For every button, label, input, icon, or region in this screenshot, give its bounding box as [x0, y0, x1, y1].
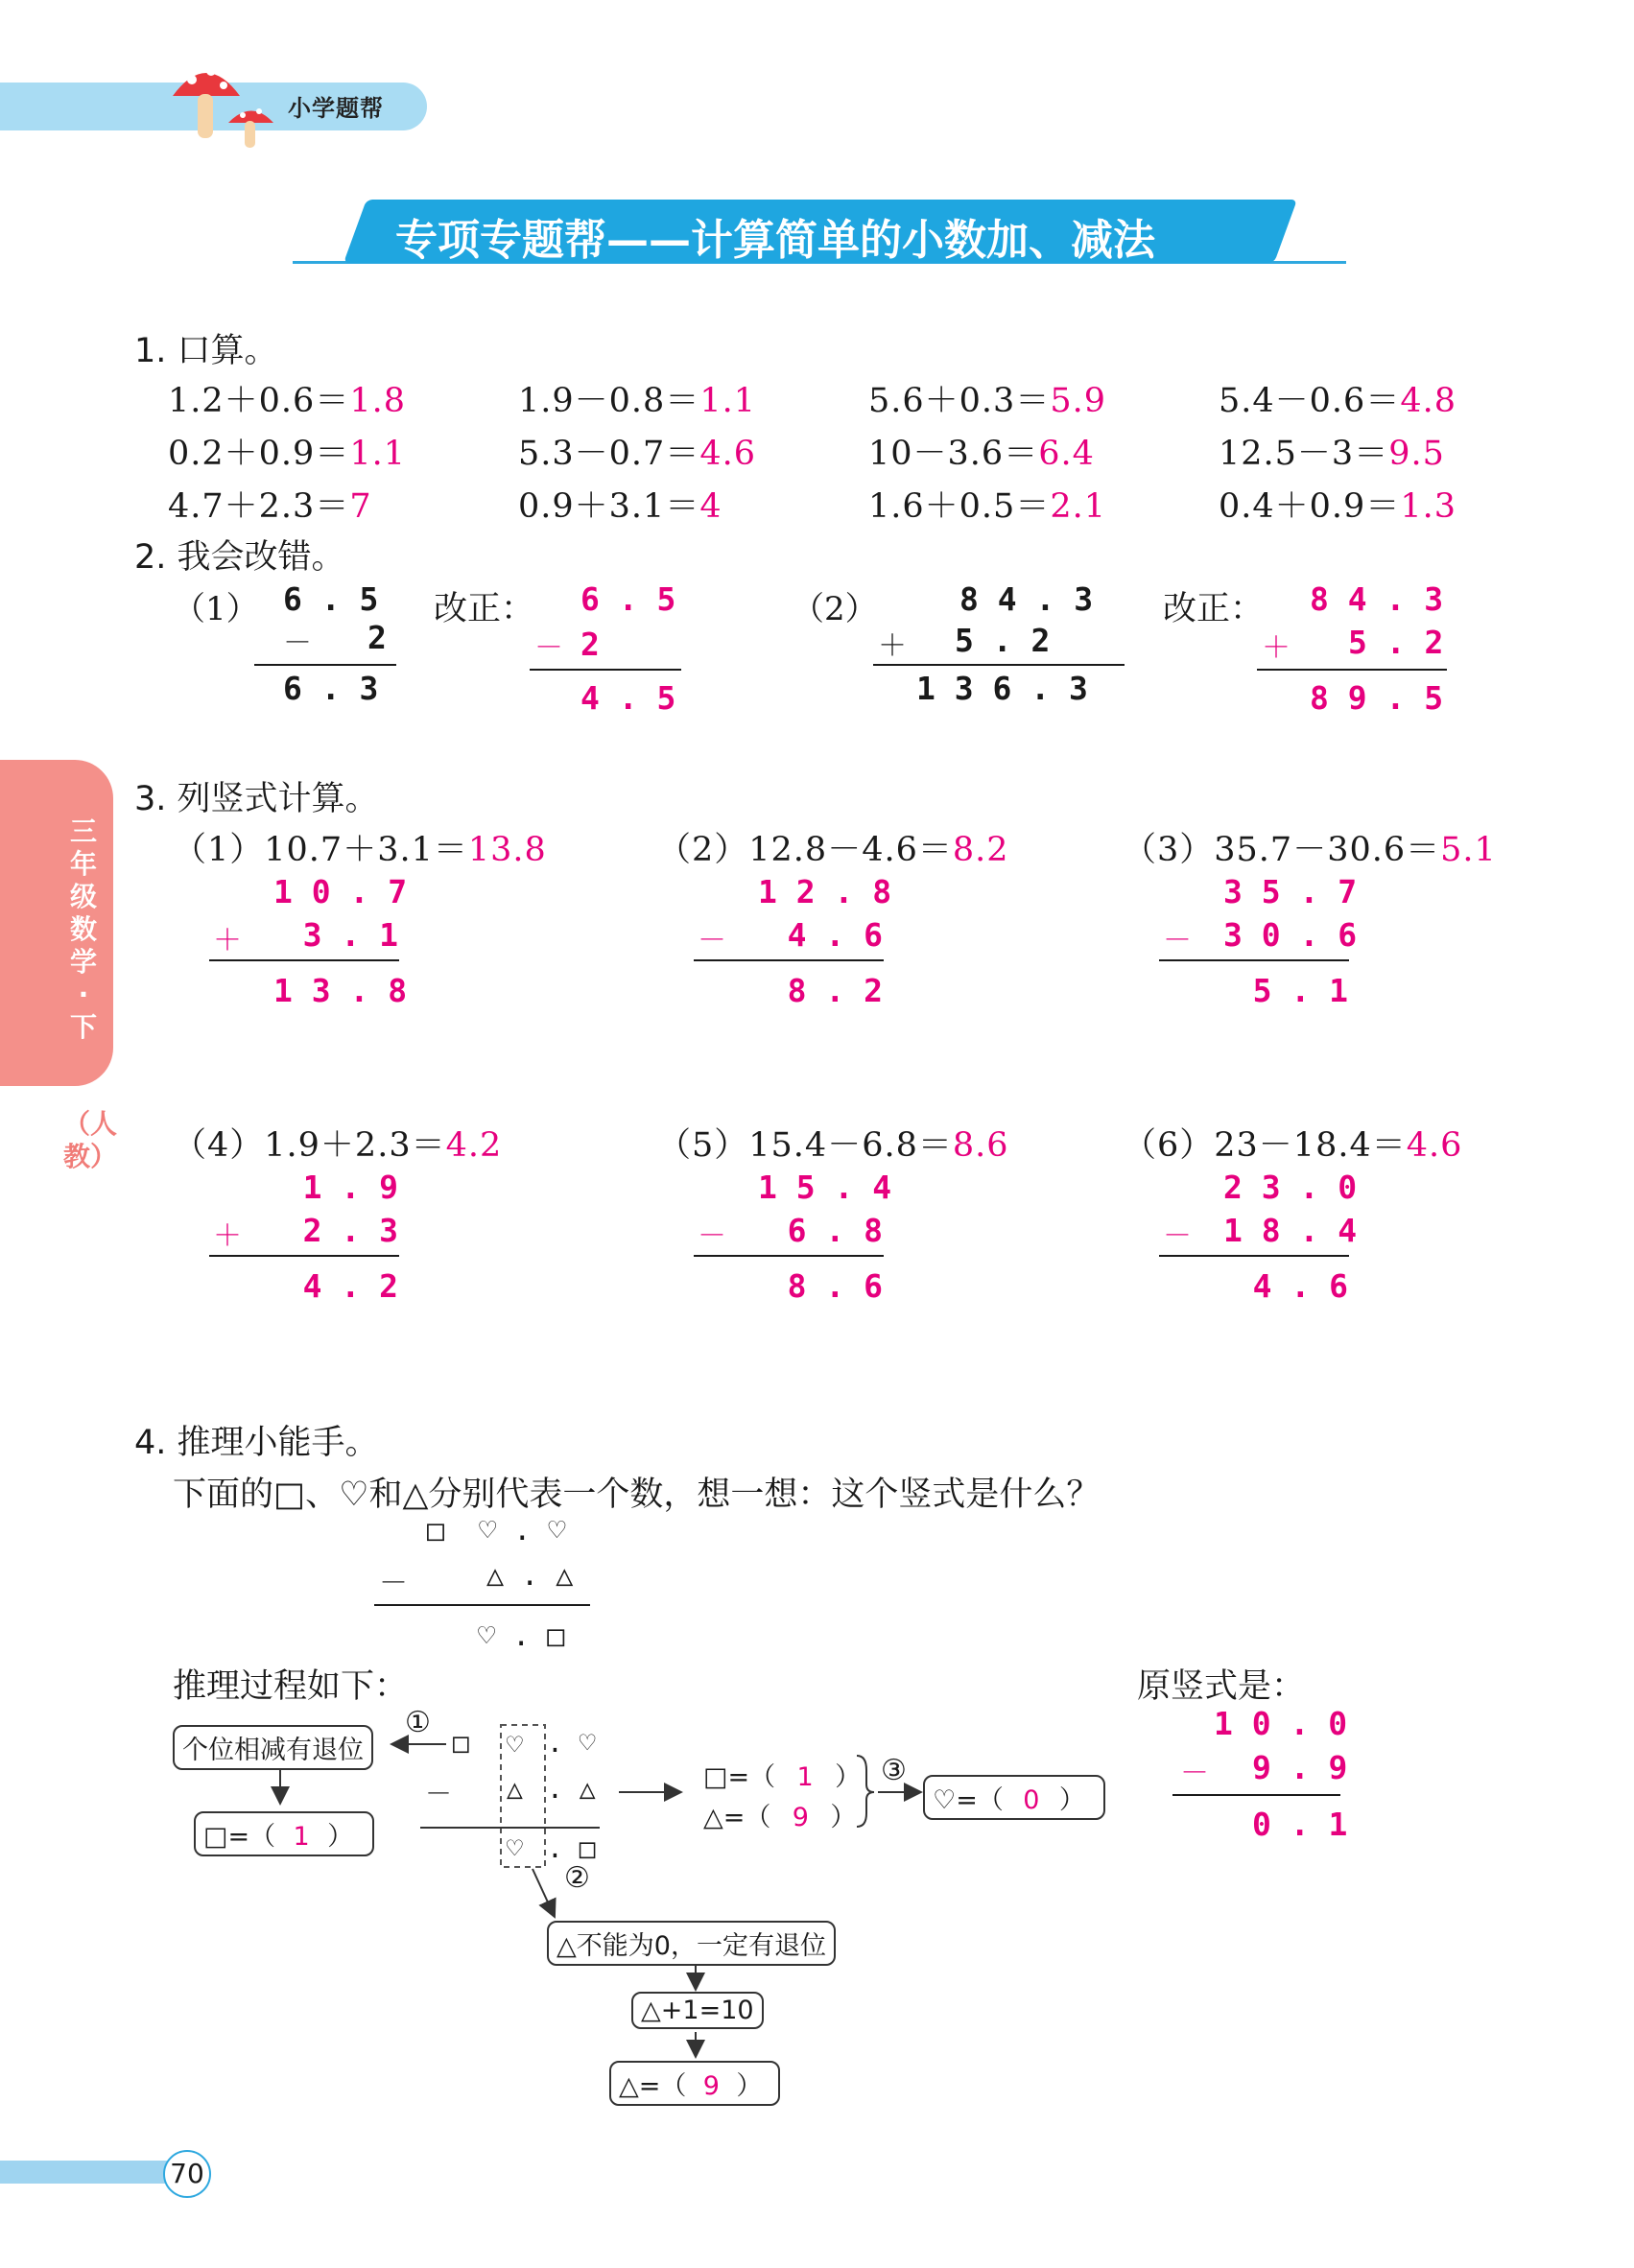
q2-p2-fix-line1: 8 4 . 3 — [1310, 580, 1444, 618]
q4-puzzle-result: ♡ . □ — [478, 1619, 565, 1653]
q1-heading: 1. 口算。 — [134, 332, 278, 370]
flow-triangle-box — [609, 2061, 780, 2106]
side-tab-edition: （人教） — [63, 1108, 118, 1172]
q3-result: 1 3 . 8 — [273, 972, 408, 1009]
q3-line2: 2 . 3 — [302, 1212, 398, 1249]
flow-triangle-value: 9 — [702, 2071, 720, 2101]
q1-expression: 0.9＋3.1＝ — [518, 487, 700, 526]
q2-p1-fix-result: 4 . 5 — [580, 679, 676, 717]
q1-expression: 1.6＋0.5＝ — [868, 487, 1051, 526]
q3-line2: 3 . 1 — [302, 916, 398, 954]
q4-puzzle-line2: △ . △ — [486, 1559, 574, 1593]
flow-mid-r1c: . ♡ — [547, 1727, 596, 1759]
q1-expression: 10－3.6＝ — [868, 435, 1039, 473]
flow-pair-square-close: ） — [835, 1762, 862, 1792]
page-title: 专项专题帮——计算简单的小数加、减法 — [395, 216, 1155, 265]
q4-prompt: 下面的□、♡和△分别代表一个数，想一想：这个竖式是什么？ — [173, 1476, 1101, 1514]
q2-p1-fix-line2: 2 — [580, 626, 600, 663]
q3-line2: 4 . 6 — [787, 916, 883, 954]
q1-expression: 5.3－0.7＝ — [518, 435, 700, 473]
q3-line2: 3 0 . 6 — [1223, 916, 1358, 954]
q4-original-result: 0 . 1 — [1252, 1806, 1348, 1843]
flow-pair-square-prefix: □=（ — [703, 1762, 776, 1792]
flow-triangle-prefix: △=（ — [619, 2071, 687, 2101]
q1-answer: 2.1 — [1050, 487, 1106, 526]
flow-step1-box: 个位相减有退位 — [173, 1725, 373, 1770]
q3-operator: － — [1163, 1219, 1192, 1253]
q4-process-label: 推理过程如下： — [173, 1667, 409, 1706]
q2-heading: 2. 我会改错。 — [134, 538, 345, 577]
q1-answer: 4 — [699, 487, 722, 526]
q1-answer: 4.8 — [1400, 382, 1456, 420]
q1-expression: 4.7＋2.3＝ — [168, 487, 350, 526]
q1-answer: 1.1 — [349, 435, 406, 473]
q2-p2-op: ＋ — [878, 629, 907, 663]
q3-operator: － — [698, 1219, 726, 1253]
flow-step2-num: ② — [564, 1861, 590, 1895]
q2-p2-fix-result: 8 9 . 5 — [1310, 679, 1444, 717]
flow-mid-r1b: ♡ — [507, 1729, 523, 1760]
flow-pair-triangle-close: ） — [830, 1803, 857, 1832]
q3-expression: （1）10.7＋3.1＝ — [173, 831, 468, 869]
flow-heart-box — [923, 1775, 1105, 1820]
q4-original-line1: 1 0 . 0 — [1214, 1705, 1348, 1742]
q4-original-label: 原竖式是： — [1137, 1667, 1306, 1706]
q1-expression: 0.2＋0.9＝ — [168, 435, 350, 473]
flow-pair-square — [703, 1756, 861, 1793]
flow-equation-box: △+1=10 — [631, 1992, 764, 2029]
q4-heading: 4. 推理小能手。 — [134, 1424, 379, 1462]
q1-answer: 1.3 — [1400, 487, 1456, 526]
q3-answer: 13.8 — [467, 831, 547, 869]
q2-p1-label: （1） — [173, 590, 259, 628]
flow-pair-triangle-prefix: △=（ — [703, 1803, 771, 1832]
q4-original-op: － — [1180, 1757, 1209, 1790]
q4-puzzle-op: － — [379, 1567, 408, 1600]
page-number: 70 — [163, 2150, 211, 2198]
flow-triangle-close: ） — [736, 2071, 763, 2101]
flow-mid-op: － — [425, 1778, 453, 1809]
flow-mid-r1a: □ — [453, 1727, 469, 1759]
flow-step3-num: ③ — [881, 1754, 907, 1787]
q3-line1: 3 5 . 7 — [1223, 873, 1358, 910]
q3-operator: － — [698, 924, 726, 957]
q1-answer: 5.9 — [1050, 382, 1106, 420]
flow-heart-prefix: ♡=（ — [933, 1785, 1004, 1815]
flow-heart-close: ） — [1058, 1785, 1085, 1815]
q3-answer: 8.6 — [952, 1126, 1009, 1165]
q2-p1-line1: 6 . 5 — [283, 580, 379, 618]
q3-line1: 1 5 . 4 — [758, 1169, 892, 1206]
q3-expression: （6）23－18.4＝ — [1123, 1126, 1407, 1165]
brand-label: 小学题帮 — [288, 95, 384, 122]
q1-answer: 6.4 — [1038, 435, 1095, 473]
q3-expression: （4）1.9＋2.3＝ — [173, 1126, 446, 1165]
flow-step2-box: △不能为0，一定有退位 — [547, 1921, 836, 1966]
q3-line2: 1 8 . 4 — [1223, 1212, 1358, 1249]
q2-p1-line2: 2 — [367, 619, 387, 656]
footer-band — [0, 2161, 182, 2184]
flow-square-close: ） — [327, 1822, 354, 1852]
q2-p2-fix-op: ＋ — [1262, 631, 1291, 665]
q2-p2-fix-line2: 5 . 2 — [1348, 624, 1444, 661]
q3-answer: 8.2 — [952, 831, 1009, 869]
q3-operator: ＋ — [213, 924, 242, 957]
flow-mid-r3b: ♡ — [507, 1832, 523, 1864]
q3-line1: 1 0 . 7 — [273, 873, 408, 910]
q3-result: 5 . 1 — [1252, 972, 1348, 1009]
q3-line1: 1 2 . 8 — [758, 873, 892, 910]
q2-p1-fix-op: － — [534, 631, 563, 665]
q1-expression: 5.6＋0.3＝ — [868, 382, 1051, 420]
q3-expression: （3）35.7－30.6＝ — [1123, 831, 1441, 869]
q2-p2-label: （2） — [792, 590, 878, 628]
q1-answer: 1.8 — [349, 382, 406, 420]
q3-result: 8 . 6 — [787, 1267, 883, 1305]
q1-expression: 0.4＋0.9＝ — [1219, 487, 1401, 526]
q3-result: 4 . 6 — [1252, 1267, 1348, 1305]
q3-line1: 2 3 . 0 — [1223, 1169, 1358, 1206]
q2-p1-result: 6 . 3 — [283, 670, 379, 707]
q3-result: 8 . 2 — [787, 972, 883, 1009]
q4-original-line2: 9 . 9 — [1252, 1749, 1348, 1786]
q3-expression: （5）15.4－6.8＝ — [657, 1126, 953, 1165]
side-tab-grade: 三年级数学·下 — [69, 815, 97, 1043]
q2-p1-fix-label: 改正： — [434, 590, 535, 628]
flow-pair-triangle-value: 9 — [792, 1803, 809, 1832]
q3-answer: 4.2 — [445, 1126, 503, 1165]
flow-square-value: 1 — [293, 1822, 310, 1852]
flow-mid-r2b: △ — [507, 1773, 523, 1805]
flow-heart-value: 0 — [1023, 1785, 1040, 1815]
q4-puzzle-line1: □ ♡ . ♡ — [427, 1514, 566, 1547]
q3-answer: 5.1 — [1440, 831, 1497, 869]
q2-p2-result: 1 3 6 . 3 — [916, 670, 1088, 707]
flow-square-box — [194, 1811, 374, 1856]
q1-answer: 7 — [349, 487, 372, 526]
q1-expression: 12.5－3＝ — [1219, 435, 1389, 473]
q3-answer: 4.6 — [1406, 1126, 1463, 1165]
q2-p2-line1: 8 4 . 3 — [959, 580, 1094, 618]
flow-pair-square-value: 1 — [796, 1762, 814, 1792]
q3-operator: ＋ — [213, 1219, 242, 1253]
q2-p2-line2: 5 . 2 — [955, 622, 1051, 659]
flow-pair-triangle — [703, 1796, 856, 1833]
flow-mid-r3c: . □ — [547, 1832, 596, 1864]
flow-square-prefix: □=（ — [203, 1822, 276, 1852]
q2-p1-op: － — [283, 626, 312, 660]
q1-expression: 5.4－0.6＝ — [1219, 382, 1401, 420]
q1-answer: 4.6 — [699, 435, 756, 473]
q1-expression: 1.9－0.8＝ — [518, 382, 700, 420]
flow-step1-num: ① — [405, 1706, 431, 1739]
q3-expression: （2）12.8－4.6＝ — [657, 831, 953, 869]
q1-answer: 9.5 — [1388, 435, 1445, 473]
q2-p1-fix-line1: 6 . 5 — [580, 580, 676, 618]
q3-result: 4 . 2 — [302, 1267, 398, 1305]
flow-mid-r2c: . △ — [547, 1773, 596, 1805]
q3-heading: 3. 列竖式计算。 — [134, 780, 379, 818]
q3-operator: － — [1163, 924, 1192, 957]
q1-expression: 1.2＋0.6＝ — [168, 382, 350, 420]
q3-line1: 1 . 9 — [302, 1169, 398, 1206]
q3-line2: 6 . 8 — [787, 1212, 883, 1249]
q1-answer: 1.1 — [699, 382, 756, 420]
q2-p2-fix-label: 改正： — [1163, 590, 1265, 628]
